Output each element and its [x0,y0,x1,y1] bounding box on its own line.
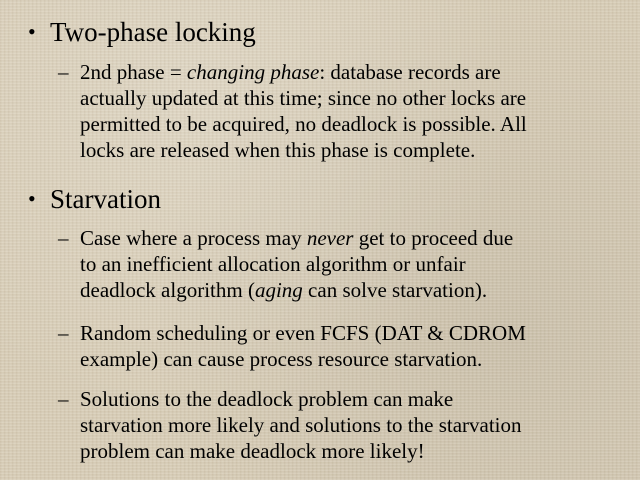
bullet-title: Starvation [50,184,161,214]
bullet-starvation [28,183,628,217]
text-line: actually updated at this time; since no other locks are [80,86,527,110]
text-line: permitted to be acquired, no deadlock is possible. All [80,112,527,136]
text-line: example) can cause process resource starvation. [80,347,483,371]
dash-marker: – [58,60,69,84]
bullet-marker: • [28,19,36,44]
bullet-title: Two-phase locking [50,17,256,47]
text-line: 2nd phase = changing phase: database records are [80,60,501,84]
text-line: Solutions to the deadlock problem can make [80,387,454,411]
text-line: Case where a process may never get to proceed due [80,226,514,250]
text-line: problem can make deadlock more likely! [80,439,425,463]
text-line: to an inefficient allocation algorithm or unfair [80,252,466,276]
bullet-marker: • [28,186,36,211]
dash-marker: – [58,321,69,345]
text-line: locks are released when this phase is complete. [80,138,476,162]
dash-marker: – [58,387,69,411]
bullet-two-phase-locking [28,16,628,50]
dash-marker: – [58,226,69,250]
text-line: starvation more likely and solutions to the starvation [80,413,522,437]
text-line: Random scheduling or even FCFS (DAT & CDROM [80,321,526,345]
text-line: deadlock algorithm (aging can solve starvation). [80,278,488,302]
